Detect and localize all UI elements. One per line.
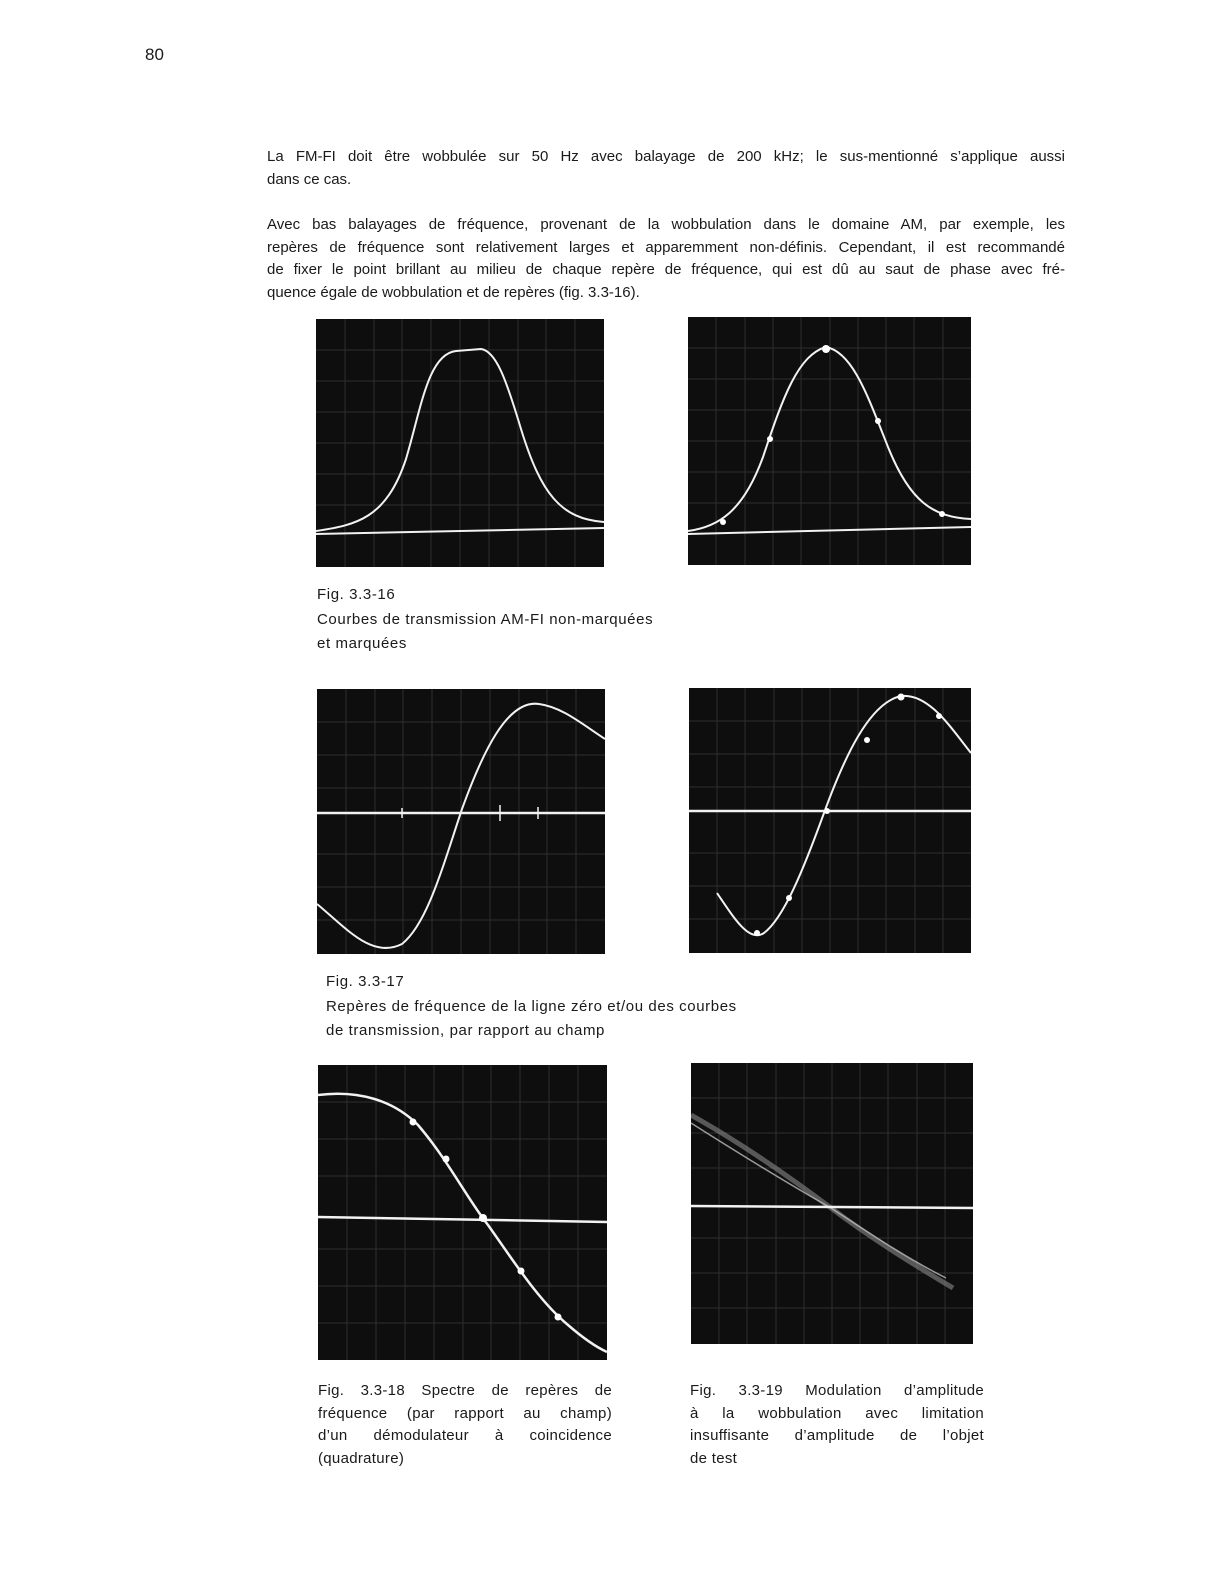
fig17-caption <box>326 970 737 1044</box>
paragraph-2 <box>267 214 1065 304</box>
paragraph-1-line-2: dans ce cas. <box>267 170 352 188</box>
fig16-right-oscillogram <box>688 317 971 565</box>
fig16-caption <box>317 583 653 657</box>
fig17-caption-line-2: de transmission, par rapport au champ <box>326 1022 605 1039</box>
fig16-caption-line-1: Courbes de transmission AM-FI non-marquées <box>317 610 654 628</box>
fig19-caption-line-3: insuffisante d’amplitude de l’objet <box>690 1427 984 1444</box>
fig17-caption-line-1: Repères de fréquence de la ligne zéro et/ou des courbes <box>326 997 737 1015</box>
fig18-caption-line-2: fréquence (par rapport au champ) <box>318 1404 612 1422</box>
fig18-caption-line-4: (quadrature) <box>318 1449 405 1467</box>
fig19-caption-line-2: à la wobbulation avec limitation <box>690 1404 984 1422</box>
page-number: 80 <box>145 45 164 64</box>
fig19-caption <box>690 1380 984 1470</box>
fig19-caption-line-1: Fig. 3.3-19 Modulation d’amplitude <box>690 1382 984 1399</box>
fig17-left-oscillogram <box>317 689 605 954</box>
fig17-right-oscillogram <box>689 688 971 953</box>
paragraph-2-line-1: Avec bas balayages de fréquence, provenant de la wobbulation dans le domaine AM, par exemple, les <box>267 216 1065 233</box>
fig18-caption-line-3: d’un démodulateur à coincidence <box>318 1427 612 1444</box>
fig18-oscillogram <box>318 1065 607 1360</box>
fig16-label: Fig. 3.3-16 <box>317 586 396 603</box>
paragraph-2-line-3: de fixer le point brillant au milieu de chaque repère de fréquence, qui est dû au saut de phase avec fré- <box>267 261 1065 278</box>
fig18-caption-line-1: Fig. 3.3-18 Spectre de repères de <box>318 1382 612 1399</box>
fig18-caption <box>318 1380 612 1470</box>
fig16-left-oscillogram <box>316 319 604 567</box>
fig16-caption-line-2: et marquées <box>317 635 407 652</box>
fig19-oscillogram <box>691 1063 973 1344</box>
fig17-label: Fig. 3.3-17 <box>326 973 405 990</box>
paragraph-2-line-2: repères de fréquence sont relativement larges et apparemment non-définis. Cependant, il est recommandé <box>267 238 1065 256</box>
paragraph-1 <box>267 146 1065 191</box>
fig19-caption-line-4: de test <box>690 1449 738 1467</box>
paragraph-2-line-4: quence égale de wobbulation et de repères (fig. 3.3-16). <box>267 283 640 301</box>
paragraph-1-line-1: La FM-FI doit être wobbulée sur 50 Hz avec balayage de 200 kHz; le sus-mentionné s’applique aussi <box>267 148 1065 165</box>
